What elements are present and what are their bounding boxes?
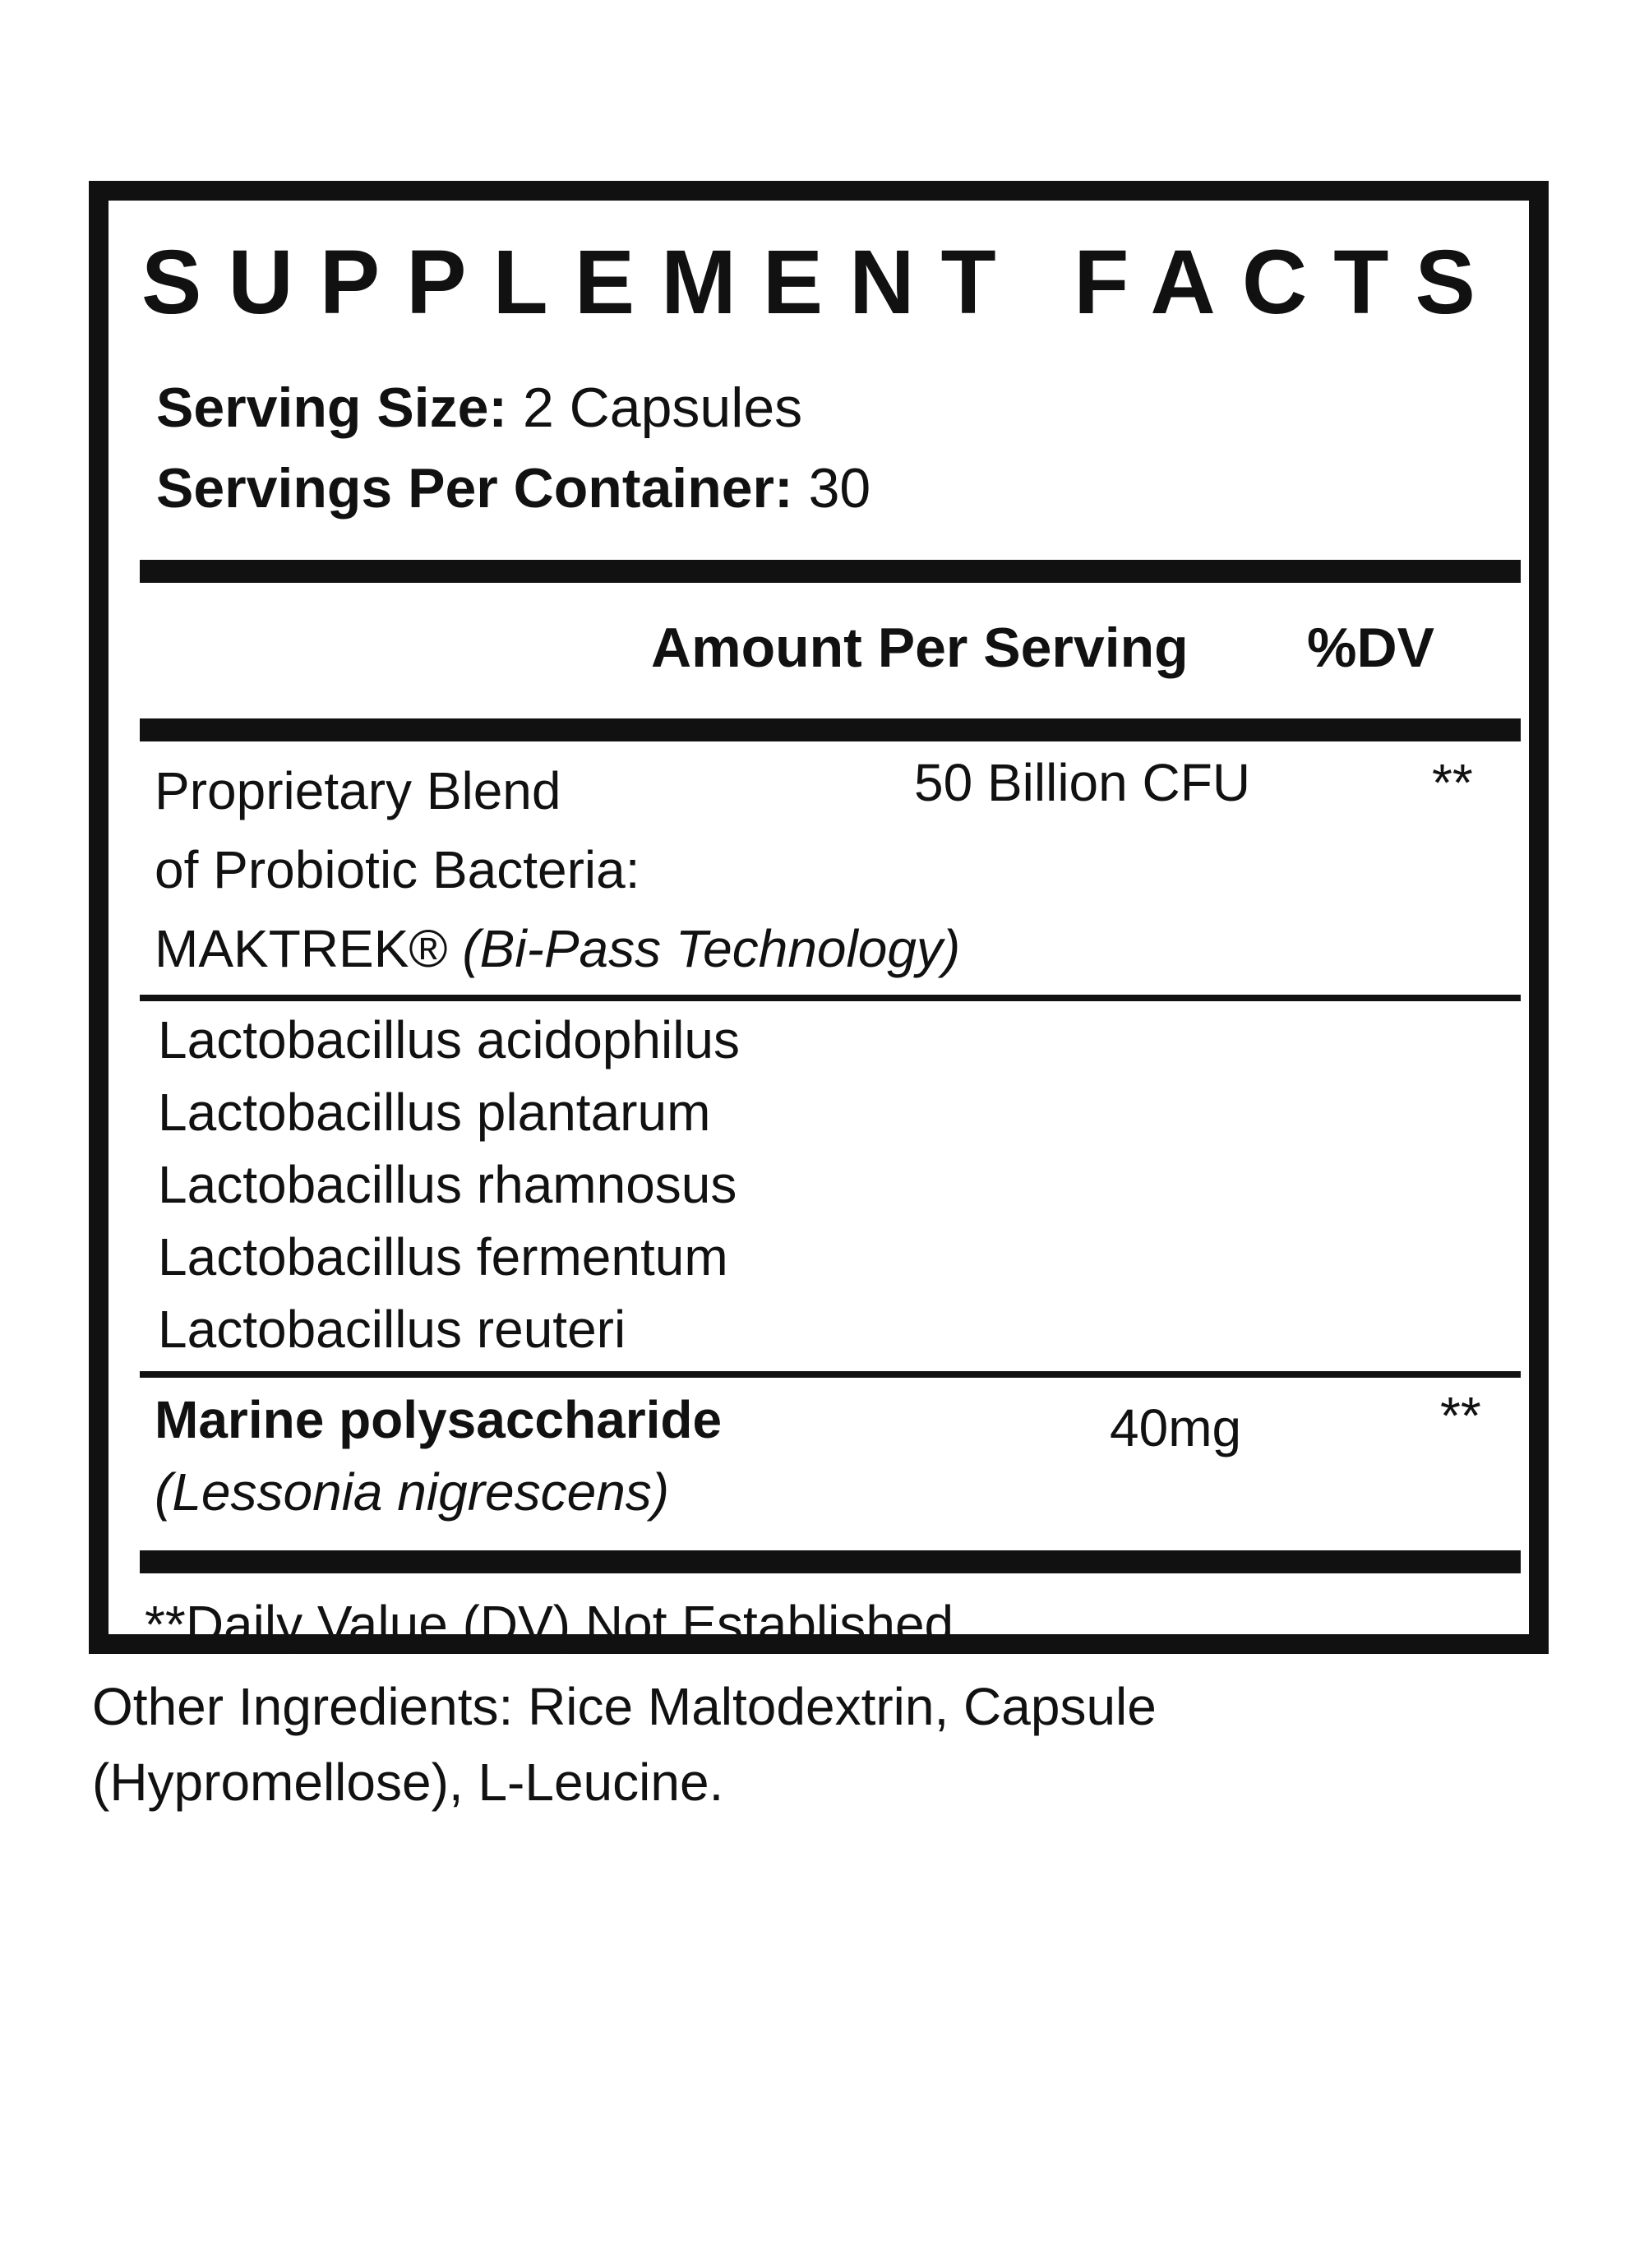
strain-item: Lactobacillus fermentum: [158, 1227, 728, 1286]
divider-thick: [140, 718, 1521, 741]
marine-source: (Lessonia nigrescens): [155, 1462, 670, 1522]
servings-per-container-label: Servings Per Container:: [156, 457, 793, 520]
divider-thin: [140, 1371, 1521, 1378]
marine-name: Marine polysaccharide: [155, 1390, 723, 1449]
blend-technology: (Bi-Pass Technology): [462, 919, 961, 978]
divider-thin: [140, 995, 1521, 1001]
dv-footnote: **Daily Value (DV) Not Established: [145, 1595, 954, 1654]
strain-item: Lactobacillus acidophilus: [158, 1010, 740, 1069]
marine-dv: **: [1440, 1386, 1481, 1445]
strain-item: Lactobacillus rhamnosus: [158, 1155, 737, 1214]
blend-brand-line: [155, 909, 960, 988]
blend-dv: **: [1432, 753, 1473, 812]
serving-size-value: 2 Capsules: [522, 376, 803, 439]
strain-item: Lactobacillus plantarum: [158, 1083, 711, 1142]
serving-size-label: Serving Size:: [156, 376, 508, 439]
serving-size: [156, 375, 802, 441]
strain-item: Lactobacillus reuteri: [158, 1300, 626, 1359]
dv-header: %DV: [1307, 617, 1434, 679]
divider-thick: [140, 1550, 1521, 1573]
other-ingredients: Other Ingredients: Rice Maltodextrin, Capsule (Hypromellose), L-Leucine.: [92, 1677, 1157, 1812]
amount-per-serving-header: Amount Per Serving: [651, 617, 1189, 679]
servings-per-container: [156, 455, 870, 521]
marine-amount: 40mg: [1110, 1398, 1242, 1457]
label-title: SUPPLEMENT FACTS: [141, 232, 1502, 333]
divider-thick: [140, 560, 1521, 583]
blend-line-1: Proprietary Blend: [155, 761, 561, 820]
supplement-facts-panel: [89, 181, 1549, 1654]
servings-per-container-value: 30: [808, 457, 871, 520]
blend-line-2: of Probiotic Bacteria:: [155, 840, 640, 899]
blend-brand: MAKTREK®: [155, 919, 448, 978]
blend-amount: 50 Billion CFU: [914, 753, 1251, 812]
